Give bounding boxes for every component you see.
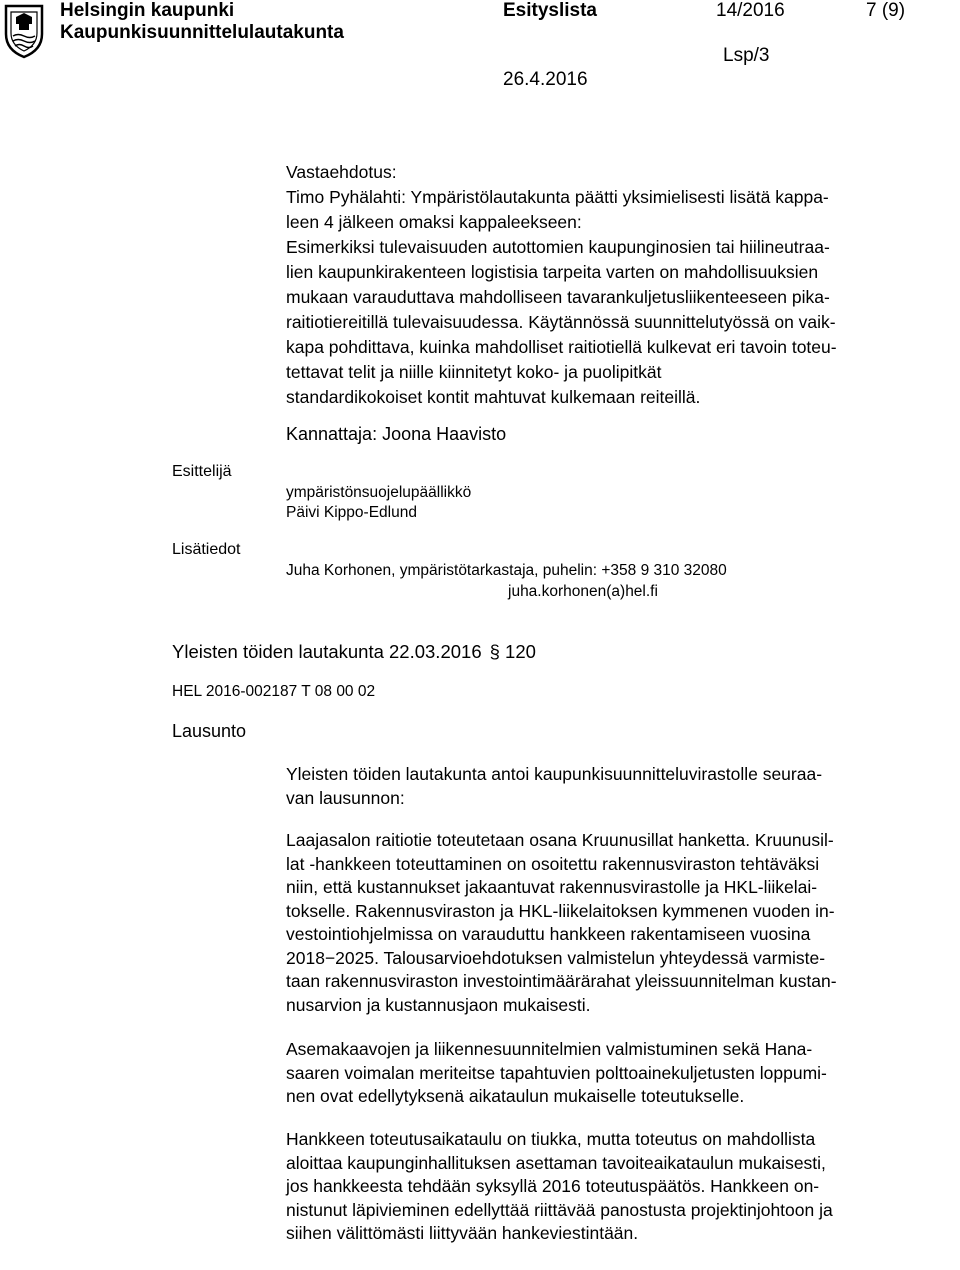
counter-proposal-line: kapa pohdittava, kuinka mahdolliset raitiotiellä kulkevat eri tavoin toteu- bbox=[286, 337, 837, 357]
paragraph-line: taan rakennusviraston investointimäärärahat yleissuunnitelman kustan- bbox=[286, 971, 837, 991]
paragraph-line: van lausunnon: bbox=[286, 787, 405, 808]
contact-info: Juha Korhonen, ympäristötarkastaja, puhelin: +358 9 310 32080 bbox=[286, 562, 727, 579]
meeting-date: 26.4.2016 bbox=[503, 69, 588, 90]
board-statement-title: Yleisten töiden lautakunta 22.03.2016 bbox=[172, 641, 482, 662]
paragraph-line: 2018−2025. Talousarvioehdotuksen valmistelun yhteydessä varmiste- bbox=[286, 947, 826, 968]
city-name: Helsingin kaupunki bbox=[60, 0, 235, 21]
paragraph-line: nen ovat edellytyksenä aikataulun mukaiselle toteutukselle. bbox=[286, 1086, 745, 1106]
paragraph-line: saaren voimalan meriteitse tapahtuvien polttoainekuljetusten loppumi- bbox=[286, 1062, 827, 1083]
seconder: Kannattaja: Joona Haavisto bbox=[286, 424, 507, 444]
crest-icon bbox=[2, 0, 46, 60]
counter-proposal-line: lien kaupunkirakenteen logistisia tarpeita varten on mahdollisuuksien bbox=[286, 262, 819, 282]
counter-proposal-line: mukaan varauduttava mahdolliseen tavarankuljetusliikenteeseen pika- bbox=[286, 287, 830, 307]
counter-proposal-line: Esimerkiksi tulevaisuuden autottomien kaupunginosien tai hiilineutraa- bbox=[286, 237, 830, 257]
board-name: Kaupunkisuunnittelulautakunta bbox=[60, 22, 344, 43]
further-info-label: Lisätiedot bbox=[172, 541, 241, 558]
paragraph-line: aloittaa kaupunginhallituksen asettaman tavoiteaikataulun mukaisesti, bbox=[286, 1152, 826, 1173]
statement-label: Lausunto bbox=[172, 721, 247, 741]
counter-proposal bbox=[286, 160, 946, 410]
helsinki-crest-logo bbox=[2, 0, 46, 60]
statement-paragraph bbox=[286, 1128, 946, 1246]
document-type: Esityslista bbox=[503, 0, 597, 21]
paragraph-line: jos hankkeesta tehdään syksyllä 2016 toteutuspäätös. Hankkeen on- bbox=[286, 1176, 820, 1196]
issue-number: 14/2016 bbox=[716, 0, 785, 21]
counter-proposal-line: leen 4 jälkeen omaksi kappaleekseen: bbox=[286, 212, 582, 232]
statement-paragraph bbox=[286, 1038, 946, 1109]
contact-email[interactable]: juha.korhonen(a)hel.fi bbox=[508, 583, 658, 600]
section-number: § 120 bbox=[489, 641, 536, 662]
paragraph-line: Asemakaavojen ja liikennesuunnitelmien valmistuminen sekä Hana- bbox=[286, 1039, 813, 1059]
paragraph-line: vestointiohjelmissa on varauduttu hankkeen rakentamiseen vuosina bbox=[286, 924, 811, 944]
statement-paragraph bbox=[286, 829, 946, 1017]
presenter-title: ympäristönsuojelupäällikkö bbox=[286, 484, 472, 501]
presenter-name: Päivi Kippo-Edlund bbox=[286, 504, 417, 521]
counter-proposal-line: raitiotiereitillä tulevaisuudessa. Käytännössä suunnittelutyössä on vaik- bbox=[286, 312, 836, 332]
paragraph-line: nistunut läpivieminen edellyttää riittävää panostusta projektinjohtoon ja bbox=[286, 1199, 833, 1220]
paragraph-line: siihen välittömästi liittyvään hankeviestintään. bbox=[286, 1223, 639, 1243]
statement-paragraph bbox=[286, 763, 946, 810]
paragraph-line: nusarvion ja kustannusjaon mukaisesti. bbox=[286, 994, 591, 1015]
board-statement-heading bbox=[172, 641, 536, 663]
presenter-label: Esittelijä bbox=[172, 463, 232, 480]
counter-proposal-line: Vastaehdotus: bbox=[286, 162, 397, 182]
paragraph-line: niin, että kustannukset jakaantuvat rakennusvirastolle ja HKL-liikelai- bbox=[286, 877, 818, 897]
item-number: Lsp/3 bbox=[723, 45, 770, 66]
counter-proposal-line: standardikokoiset kontit mahtuvat kulkemaan reiteillä. bbox=[286, 387, 701, 407]
paragraph-line: lat -hankkeen toteuttaminen on osoitettu rakennusviraston tehtäväksi bbox=[286, 853, 820, 874]
paragraph-line: Laajasalon raitiotie toteutetaan osana Kruunusillat hanketta. Kruunusil- bbox=[286, 830, 834, 850]
paragraph-line: tokselle. Rakennusviraston ja HKL-liikelaitoksen kymmenen vuoden in- bbox=[286, 900, 835, 921]
counter-proposal-line: tettavat telit ja niille kiinnitetyt koko- ja puolipitkät bbox=[286, 362, 662, 382]
paragraph-line: Hankkeen toteutusaikataulu on tiukka, mutta toteutus on mahdollista bbox=[286, 1129, 816, 1149]
hel-case-number: HEL 2016-002187 T 08 00 02 bbox=[172, 683, 376, 700]
counter-proposal-line: Timo Pyhälahti: Ympäristölautakunta päätti yksimielisesti lisätä kappa- bbox=[286, 187, 829, 207]
paragraph-line: Yleisten töiden lautakunta antoi kaupunkisuunnitteluvirastolle seuraa- bbox=[286, 764, 823, 784]
page-number: 7 (9) bbox=[866, 0, 906, 21]
